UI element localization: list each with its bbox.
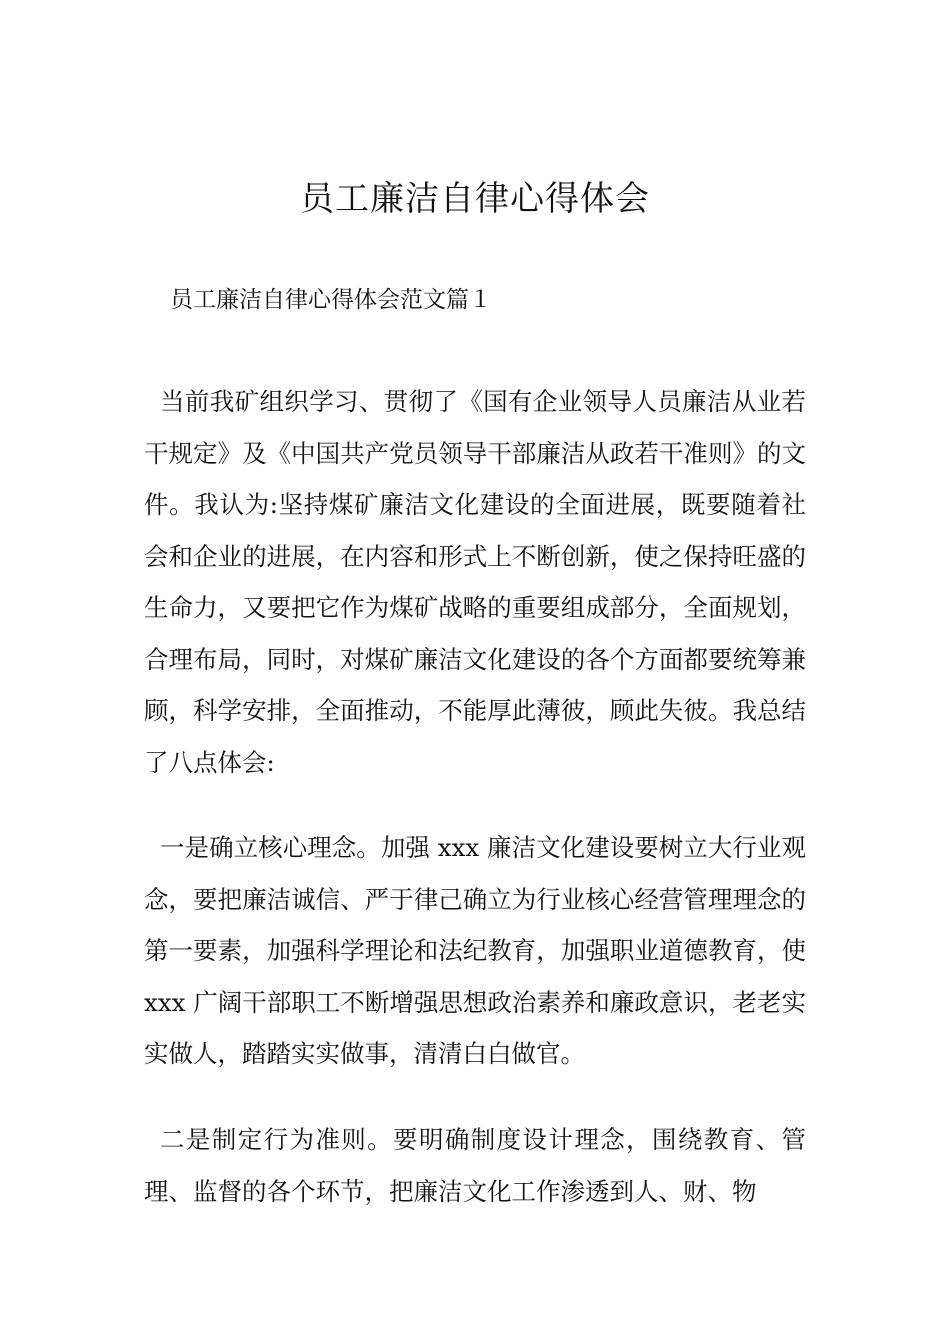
- document-title: 员工廉洁自律心得体会: [300, 179, 650, 219]
- paragraph-1: 当前我矿组织学习、贯彻了《国有企业领导人员廉洁从业若干规定》及《中国共产党员领导干部廉洁从政若干准则》的文件。我认为:坚持煤矿廉洁文化建设的全面进展，既要随着社会和企业的进展，在内容和形式上不断创新，使之保持旺盛的生命力，又要把它作为煤矿战略的重要组成部分，全面规划，合理布局，同时，对煤矿廉洁文化建设的各个方面都要统筹兼顾，科学安排，全面推动，不能厚此薄彼，顾此失彼。我总结了八点体会:: [144, 387, 806, 777]
- document-subtitle: 员工廉洁自律心得体会范文篇１: [170, 287, 492, 313]
- paragraph-3: 二是制定行为准则。要明确制度设计理念，围绕教育、管理、监督的各个环节，把廉洁文化工作渗透到人、财、物: [144, 1125, 806, 1206]
- paragraph-2: 一是确立核心理念。加强 xxx 廉洁文化建设要树立大行业观念，要把廉洁诚信、严于律己确立为行业核心经营管理理念的第一要素，加强科学理论和法纪教育，加强职业道德教育，使 xxx 广阔干部职工不断增强思想政治素养和廉政意识，老老实实做人，踏踏实实做事，清清白白做官。: [144, 833, 806, 1068]
